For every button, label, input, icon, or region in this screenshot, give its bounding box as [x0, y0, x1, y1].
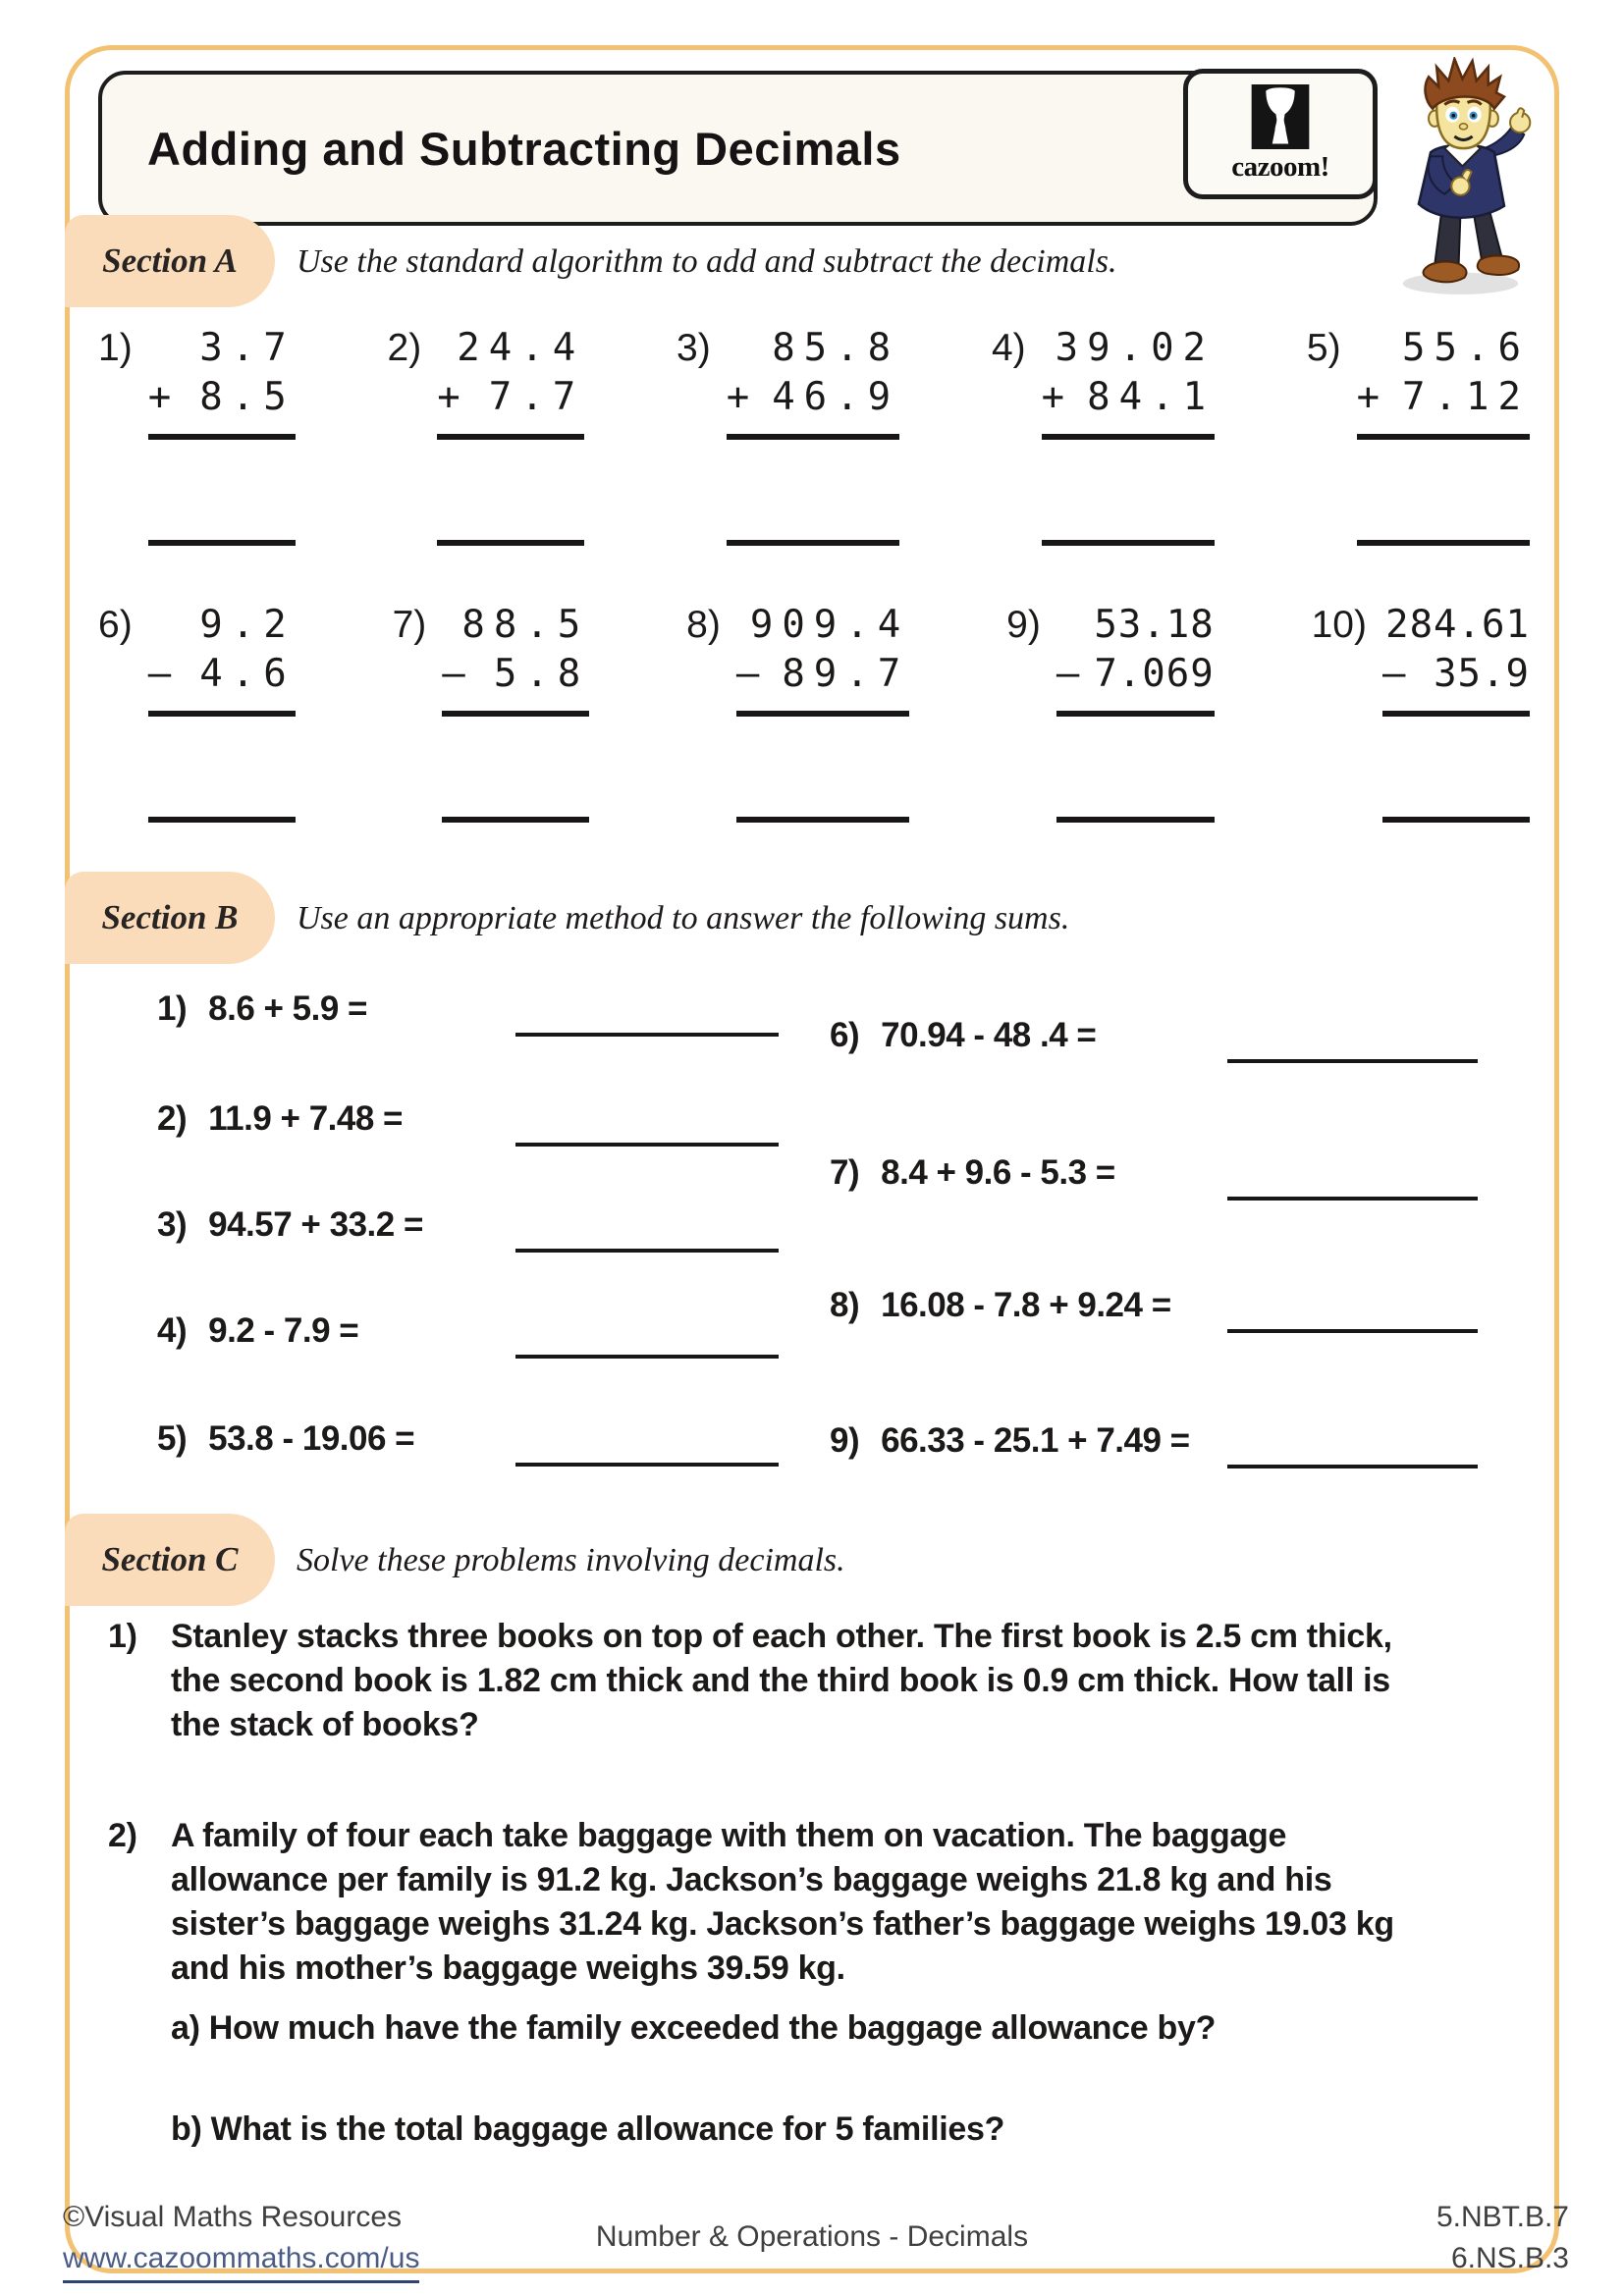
- problem-number: 10): [1311, 604, 1367, 646]
- footer-standards: [1324, 2197, 1569, 2279]
- problem-number: 5): [1306, 327, 1341, 369]
- problem-number: 2): [108, 1817, 137, 1854]
- section-c-tab: [65, 1514, 275, 1606]
- bottom-operand-row: [1056, 650, 1215, 699]
- answer-line: [1042, 540, 1215, 546]
- operator-sign: –: [735, 652, 769, 696]
- problem-numbers: [1042, 324, 1215, 546]
- sum-number: 8): [830, 1286, 860, 1324]
- answer-blank-line: [1227, 1329, 1478, 1333]
- vertical-problem: [1307, 324, 1530, 546]
- answer-blank-line: [515, 1143, 779, 1147]
- sum-line: [148, 434, 296, 440]
- problem-numbers: [1382, 601, 1530, 823]
- top-operand: 909.4: [749, 603, 910, 647]
- vertical-problem: [1006, 601, 1215, 823]
- sum-item: [157, 1205, 423, 1245]
- section-c-label: Section C: [101, 1540, 239, 1578]
- bottom-operand: 35.9: [1434, 652, 1530, 696]
- answer-line: [1382, 817, 1530, 823]
- answer-blank-line: [515, 1355, 779, 1359]
- operator-sign: +: [726, 375, 759, 419]
- problem-number: 7): [392, 604, 427, 646]
- section-c-instruction: Solve these problems involving decimals.: [297, 1542, 845, 1578]
- sum-line: [442, 711, 589, 717]
- standard-code-1: 5.NBT.B.7: [1435, 2201, 1569, 2233]
- operator-sign: –: [147, 652, 181, 696]
- copyright-text: ©Visual Maths Resources: [63, 2201, 403, 2233]
- sum-expression: 16.08 - 7.8 + 9.24 =: [881, 1286, 1171, 1324]
- bottom-operand: 7.7: [488, 375, 585, 419]
- top-operand: 88.5: [461, 603, 590, 647]
- vertical-problem: [388, 324, 585, 546]
- bottom-operand: 7.069: [1094, 652, 1215, 696]
- section-b-tab: [65, 872, 275, 964]
- answer-blank-line: [515, 1463, 779, 1467]
- bottom-operand-row: [1382, 650, 1530, 699]
- top-operand: 9.2: [199, 603, 296, 647]
- sum-number: 1): [157, 989, 188, 1028]
- problem-number: 2): [387, 327, 422, 369]
- sum-expression: 11.9 + 7.48 =: [208, 1099, 403, 1138]
- problem-numbers: [727, 324, 899, 546]
- sum-expression: 53.8 - 19.06 =: [208, 1419, 415, 1458]
- sum-line: [1357, 434, 1530, 440]
- sum-line: [727, 434, 899, 440]
- problem-numbers: [148, 324, 296, 546]
- top-operand: 85.8: [772, 326, 900, 370]
- website-link[interactable]: www.cazoommaths.com/us: [63, 2238, 419, 2283]
- sum-line: [1056, 711, 1215, 717]
- problem-text: [171, 1615, 1512, 1747]
- operator-sign: –: [442, 652, 474, 696]
- bottom-operand-row: [736, 650, 909, 699]
- sum-number: 2): [157, 1099, 188, 1138]
- standard-code-2: 6.NS.B.3: [1450, 2242, 1569, 2274]
- section-a-tab: [65, 215, 275, 307]
- sum-expression: 66.33 - 25.1 + 7.49 =: [881, 1421, 1190, 1460]
- operator-sign: +: [147, 375, 181, 419]
- sum-expression: 8.4 + 9.6 - 5.3 =: [881, 1153, 1115, 1192]
- sum-number: 6): [830, 1016, 860, 1054]
- sum-line: [437, 434, 584, 440]
- answer-line: [148, 817, 296, 823]
- section-a-row-2: [98, 601, 1530, 823]
- sum-item: [830, 1286, 1171, 1325]
- top-operand: 39.02: [1055, 326, 1216, 370]
- section-a-instruction: Use the standard algorithm to add and subtract the decimals.: [297, 243, 1117, 280]
- sum-number: 5): [157, 1419, 188, 1458]
- sum-number: 7): [830, 1153, 860, 1192]
- problem-subpart: a) How much have the family exceeded the baggage allowance by?: [171, 2009, 1217, 2047]
- top-operand: 3.7: [199, 326, 296, 370]
- problem-numbers: [148, 601, 296, 823]
- bottom-operand: 5.8: [493, 652, 590, 696]
- bottom-operand: 8.5: [199, 375, 296, 419]
- section-a-row-1: [98, 324, 1530, 546]
- bottom-operand-row: [727, 373, 899, 422]
- bottom-operand-row: [148, 373, 296, 422]
- top-operand: 53.18: [1094, 603, 1215, 647]
- footer-topic: Number & Operations - Decimals: [595, 2220, 1029, 2253]
- vertical-problem: [992, 324, 1215, 546]
- problem-numbers: [442, 601, 589, 823]
- bottom-operand: 89.7: [782, 652, 910, 696]
- worksheet-title: Adding and Subtracting Decimals: [147, 122, 901, 175]
- sum-expression: 9.2 - 7.9 =: [208, 1311, 359, 1350]
- answer-line: [437, 540, 584, 546]
- sum-line: [1382, 711, 1530, 717]
- section-b-instruction: Use an appropriate method to answer the following sums.: [297, 900, 1070, 936]
- bottom-operand: 84.1: [1087, 375, 1216, 419]
- operator-sign: +: [437, 375, 469, 419]
- answer-line: [1357, 540, 1530, 546]
- sum-number: 9): [830, 1421, 860, 1460]
- vertical-problem: [686, 601, 909, 823]
- sum-expression: 8.6 + 5.9 =: [208, 989, 367, 1028]
- sum-item: [157, 1419, 414, 1459]
- vertical-problem: [1312, 601, 1530, 823]
- bottom-operand: 46.9: [772, 375, 900, 419]
- operator-sign: +: [1041, 375, 1074, 419]
- sum-item: [157, 989, 367, 1029]
- sum-item: [830, 1016, 1096, 1055]
- sum-item: [157, 1099, 403, 1139]
- sum-item: [830, 1421, 1190, 1461]
- vertical-problem: [98, 601, 296, 823]
- operator-sign: –: [1381, 652, 1407, 696]
- sum-line: [1042, 434, 1215, 440]
- problem-number: 8): [686, 604, 721, 646]
- problem-subpart: b) What is the total baggage allowance for 5 families?: [171, 2110, 1005, 2148]
- sum-number: 3): [157, 1205, 188, 1244]
- problem-numbers: [1056, 601, 1215, 823]
- vertical-problem: [677, 324, 899, 546]
- sum-line: [148, 711, 296, 717]
- bottom-operand: 7.12: [1402, 375, 1530, 419]
- sum-number: 4): [157, 1311, 188, 1350]
- mascot-boy-illustration: [1382, 57, 1547, 300]
- word-problem: [108, 1615, 1512, 1747]
- section-b-label: Section B: [101, 898, 239, 936]
- cazoom-logo-text: cazoom!: [1231, 151, 1329, 183]
- top-operand: 24.4: [457, 326, 585, 370]
- answer-line: [1056, 817, 1215, 823]
- section-a-label: Section A: [102, 241, 238, 280]
- vertical-problem: [393, 601, 590, 823]
- problem-number: 1): [108, 1618, 137, 1655]
- vertical-problem: [98, 324, 296, 546]
- operator-sign: +: [1356, 375, 1389, 419]
- word-problem: [108, 1814, 1512, 2152]
- bottom-operand-row: [437, 373, 584, 422]
- answer-blank-line: [1227, 1197, 1478, 1201]
- sum-line: [736, 711, 909, 717]
- answer-blank-line: [515, 1033, 779, 1037]
- answer-line: [442, 817, 589, 823]
- problem-numbers: [437, 324, 584, 546]
- answer-blank-line: [1227, 1465, 1478, 1468]
- cazoom-drum-icon: [1250, 84, 1311, 149]
- problem-number: 4): [991, 327, 1026, 369]
- bottom-operand-row: [1042, 373, 1215, 422]
- answer-blank-line: [1227, 1059, 1478, 1063]
- problem-numbers: [1357, 324, 1530, 546]
- sum-item: [157, 1311, 358, 1351]
- answer-line: [736, 817, 909, 823]
- bottom-operand-row: [148, 650, 296, 699]
- operator-sign: –: [1056, 652, 1081, 696]
- bottom-operand-row: [1357, 373, 1530, 422]
- answer-blank-line: [515, 1249, 779, 1253]
- bottom-operand: 4.6: [199, 652, 296, 696]
- sum-item: [830, 1153, 1115, 1193]
- problem-paragraph: A family of four each take baggage with them on vacation. The baggage allowance per family is 91.2 kg. Jackson’s baggage weighs 21.8 kg and his sister’s baggage weighs 31.24 kg. Jackson’s father’s baggage weighs 19.03 kg and his mother’s baggage weighs 39.59 kg.: [171, 1817, 1394, 1987]
- problem-numbers: [736, 601, 909, 823]
- problem-number: 6): [98, 604, 133, 646]
- top-operand: 284.61: [1385, 603, 1530, 647]
- answer-line: [727, 540, 899, 546]
- sum-expression: 70.94 - 48 .4 =: [881, 1016, 1097, 1054]
- cazoom-logo: [1183, 69, 1378, 199]
- top-operand: 55.6: [1402, 326, 1530, 370]
- problem-paragraph: Stanley stacks three books on top of each other. The first book is 2.5 cm thick, the second book is 1.82 cm thick and the third book is 0.9 cm thick. How tall is the stack of books?: [171, 1618, 1392, 1743]
- problem-text: [171, 1814, 1512, 2152]
- problem-number: 9): [1006, 604, 1041, 646]
- answer-line: [148, 540, 296, 546]
- problem-number: 1): [98, 327, 133, 369]
- problem-number: 3): [677, 327, 711, 369]
- bottom-operand-row: [442, 650, 589, 699]
- sum-expression: 94.57 + 33.2 =: [208, 1205, 423, 1244]
